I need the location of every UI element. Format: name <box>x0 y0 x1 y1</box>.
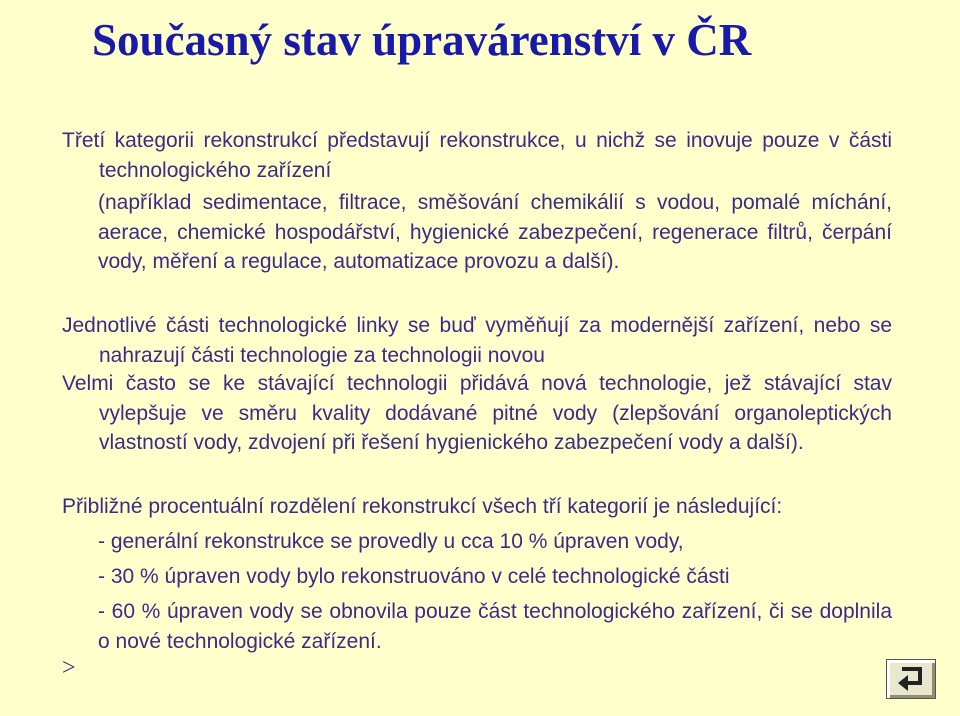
slide-title: Současný stav úpravárenství v ČR <box>92 15 752 65</box>
paragraph-examples: (například sedimentace, filtrace, směšování chemikálií s vodou, pomalé míchání, aerace, chemické hospodářství, hygienické zabezpečení, regenerace filtrů, čerpání vody, měření a regulace, automatizace provozu a další). <box>98 191 892 273</box>
return-arrow-icon <box>894 665 928 693</box>
return-button[interactable] <box>886 659 936 699</box>
list-item-general-reconstruction: - generální rekonstrukce se provedly u cca 10 % úpraven vody, <box>98 530 684 553</box>
paragraph-new-technology: Velmi často se ke stávající technologii přidává nová technologie, jež stávající stav vylepšuje ve směru kvality dodávané pitné vody (zlepšování organoleptických vlastností vody, zdvojení při řešení hygienického zabezpečení vody a další). <box>62 372 892 454</box>
list-item-full-technology: - 30 % úpraven vody bylo rekonstruováno v celé technologické části <box>98 565 730 588</box>
paragraph-parts-replaced: Jednotlivé části technologické linky se buď vyměňují za modernější zařízení, nebo se nahrazují části technologie za technologii novou <box>62 314 892 367</box>
next-arrow-link[interactable]: > <box>62 655 76 681</box>
paragraph-third-category: Třetí kategorii rekonstrukcí představují rekonstrukce, u nichž se inovuje pouze v části technologického zařízení <box>62 129 892 182</box>
paragraph-distribution-intro: Přibližné procentuální rozdělení rekonstrukcí všech tří kategorií je následující: <box>62 495 783 518</box>
list-item-partial-renewal: - 60 % úpraven vody se obnovila pouze část technologického zařízení, či se doplnila o nové technologické zařízení. <box>98 600 892 653</box>
